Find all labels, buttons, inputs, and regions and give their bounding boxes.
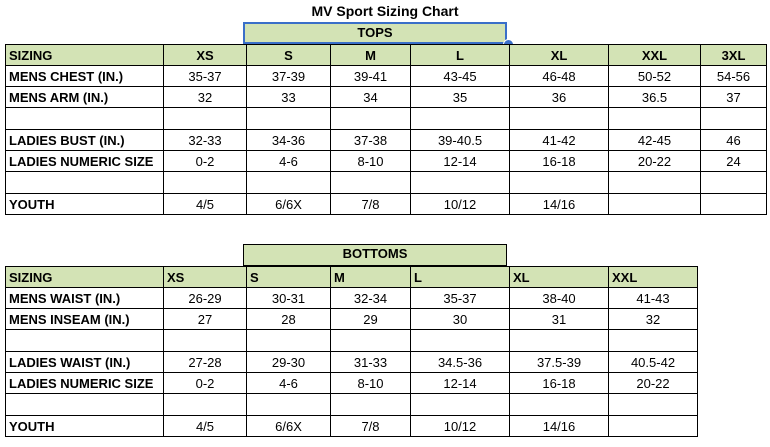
table-cell — [247, 330, 331, 352]
table-cell: 6/6X — [247, 194, 331, 215]
table-cell: 37.5-39 — [510, 352, 609, 373]
table-row — [6, 66, 767, 87]
table-cell: 0-2 — [164, 151, 247, 172]
table-cell — [411, 330, 510, 352]
table-cell: 39-40.5 — [411, 130, 510, 151]
spacer-row — [6, 172, 767, 194]
table-cell — [701, 172, 767, 194]
table-cell: 20-22 — [609, 151, 701, 172]
table-cell: 4-6 — [247, 373, 331, 394]
row-label — [6, 108, 164, 130]
table-cell — [510, 172, 609, 194]
bottoms-band-label: BOTTOMS — [342, 246, 408, 261]
table-cell — [510, 394, 609, 416]
table-cell: 12-14 — [411, 373, 510, 394]
table-cell: 14/16 — [510, 416, 609, 437]
table-cell — [164, 394, 247, 416]
table-cell: 7/8 — [331, 416, 411, 437]
table-cell: 32-33 — [164, 130, 247, 151]
row-label: LADIES BUST (IN.) — [6, 130, 164, 151]
tops-size-table — [5, 44, 767, 215]
table-cell: 24 — [701, 151, 767, 172]
table-row — [6, 309, 698, 330]
table-row — [6, 194, 767, 215]
table-cell — [331, 172, 411, 194]
bottoms-section-band — [243, 244, 507, 266]
spacer-row — [6, 330, 698, 352]
table-cell — [331, 330, 411, 352]
row-label: LADIES NUMERIC SIZE — [6, 151, 164, 172]
table-cell: 35 — [411, 87, 510, 108]
row-label — [6, 330, 164, 352]
row-label: YOUTH — [6, 416, 164, 437]
bottoms-header-size: XS — [164, 267, 247, 288]
table-cell: 27-28 — [164, 352, 247, 373]
table-cell: 32-34 — [331, 288, 411, 309]
table-cell — [331, 394, 411, 416]
table-cell: 46-48 — [510, 66, 609, 87]
table-cell: 10/12 — [411, 416, 510, 437]
table-cell: 41-43 — [609, 288, 698, 309]
row-label: LADIES NUMERIC SIZE — [6, 373, 164, 394]
table-row — [6, 352, 698, 373]
bottoms-header-row — [6, 267, 698, 288]
table-cell: 8-10 — [331, 151, 411, 172]
bottoms-header-sizing: SIZING — [6, 267, 164, 288]
table-cell: 30 — [411, 309, 510, 330]
table-cell — [609, 108, 701, 130]
table-cell — [510, 330, 609, 352]
table-cell: 0-2 — [164, 373, 247, 394]
table-row — [6, 87, 767, 108]
row-label: LADIES WAIST (IN.) — [6, 352, 164, 373]
table-cell: 26-29 — [164, 288, 247, 309]
tops-header-sizing: SIZING — [6, 45, 164, 66]
bottoms-header-size: L — [411, 267, 510, 288]
chart-title: MV Sport Sizing Chart — [311, 3, 459, 19]
table-cell: 37-39 — [247, 66, 331, 87]
table-cell: 8-10 — [331, 373, 411, 394]
table-cell — [247, 108, 331, 130]
table-cell: 35-37 — [164, 66, 247, 87]
table-cell — [164, 108, 247, 130]
bottoms-header-size: M — [331, 267, 411, 288]
table-row — [6, 151, 767, 172]
table-cell: 41-42 — [510, 130, 609, 151]
table-cell: 32 — [164, 87, 247, 108]
table-cell: 29 — [331, 309, 411, 330]
table-cell — [247, 172, 331, 194]
table-cell: 46 — [701, 130, 767, 151]
tops-section-band[interactable] — [243, 22, 507, 44]
table-cell — [609, 394, 698, 416]
table-cell: 7/8 — [331, 194, 411, 215]
tops-header-size: 3XL — [701, 45, 767, 66]
table-cell: 50-52 — [609, 66, 701, 87]
spacer-row — [6, 108, 767, 130]
row-label: MENS CHEST (IN.) — [6, 66, 164, 87]
table-cell: 35-37 — [411, 288, 510, 309]
table-cell: 33 — [247, 87, 331, 108]
row-label: MENS ARM (IN.) — [6, 87, 164, 108]
tops-band-label: TOPS — [357, 25, 393, 40]
table-cell: 4/5 — [164, 416, 247, 437]
table-cell — [701, 194, 767, 215]
table-cell: 29-30 — [247, 352, 331, 373]
table-cell: 4/5 — [164, 194, 247, 215]
table-cell — [331, 108, 411, 130]
bottoms-header-size: XL — [510, 267, 609, 288]
table-cell: 32 — [609, 309, 698, 330]
table-cell: 4-6 — [247, 151, 331, 172]
bottoms-size-table — [5, 266, 698, 437]
table-cell: 43-45 — [411, 66, 510, 87]
table-cell — [609, 416, 698, 437]
table-cell — [164, 172, 247, 194]
table-row — [6, 288, 698, 309]
tops-header-size: M — [331, 45, 411, 66]
table-cell: 34.5-36 — [411, 352, 510, 373]
tops-header-size: L — [411, 45, 510, 66]
table-cell: 37-38 — [331, 130, 411, 151]
table-row — [6, 416, 698, 437]
row-label: YOUTH — [6, 194, 164, 215]
table-row — [6, 130, 767, 151]
table-cell: 34-36 — [247, 130, 331, 151]
row-label: MENS WAIST (IN.) — [6, 288, 164, 309]
tops-header-size: XXL — [609, 45, 701, 66]
row-label — [6, 172, 164, 194]
bottoms-header-size: XXL — [609, 267, 698, 288]
table-cell: 10/12 — [411, 194, 510, 215]
table-cell: 28 — [247, 309, 331, 330]
table-cell: 14/16 — [510, 194, 609, 215]
table-cell — [609, 172, 701, 194]
table-cell: 12-14 — [411, 151, 510, 172]
table-cell: 27 — [164, 309, 247, 330]
table-cell — [247, 394, 331, 416]
table-row — [6, 373, 698, 394]
table-cell — [609, 194, 701, 215]
tops-header-size: XS — [164, 45, 247, 66]
bottoms-header-size: S — [247, 267, 331, 288]
table-cell: 6/6X — [247, 416, 331, 437]
table-cell — [411, 108, 510, 130]
table-cell — [411, 172, 510, 194]
table-cell: 34 — [331, 87, 411, 108]
table-cell: 20-22 — [609, 373, 698, 394]
table-cell — [411, 394, 510, 416]
table-cell: 31 — [510, 309, 609, 330]
table-cell — [164, 330, 247, 352]
table-cell: 39-41 — [331, 66, 411, 87]
row-label — [6, 394, 164, 416]
table-cell: 36 — [510, 87, 609, 108]
table-cell: 54-56 — [701, 66, 767, 87]
tops-header-size: XL — [510, 45, 609, 66]
spacer-row — [6, 394, 698, 416]
table-cell — [701, 108, 767, 130]
tops-header-row — [6, 45, 767, 66]
table-cell: 40.5-42 — [609, 352, 698, 373]
table-cell: 42-45 — [609, 130, 701, 151]
table-cell: 31-33 — [331, 352, 411, 373]
tops-header-size: S — [247, 45, 331, 66]
table-cell: 16-18 — [510, 151, 609, 172]
table-cell — [609, 330, 698, 352]
table-cell — [510, 108, 609, 130]
row-label: MENS INSEAM (IN.) — [6, 309, 164, 330]
table-cell: 30-31 — [247, 288, 331, 309]
table-cell: 37 — [701, 87, 767, 108]
table-cell: 16-18 — [510, 373, 609, 394]
table-cell: 36.5 — [609, 87, 701, 108]
table-cell: 38-40 — [510, 288, 609, 309]
